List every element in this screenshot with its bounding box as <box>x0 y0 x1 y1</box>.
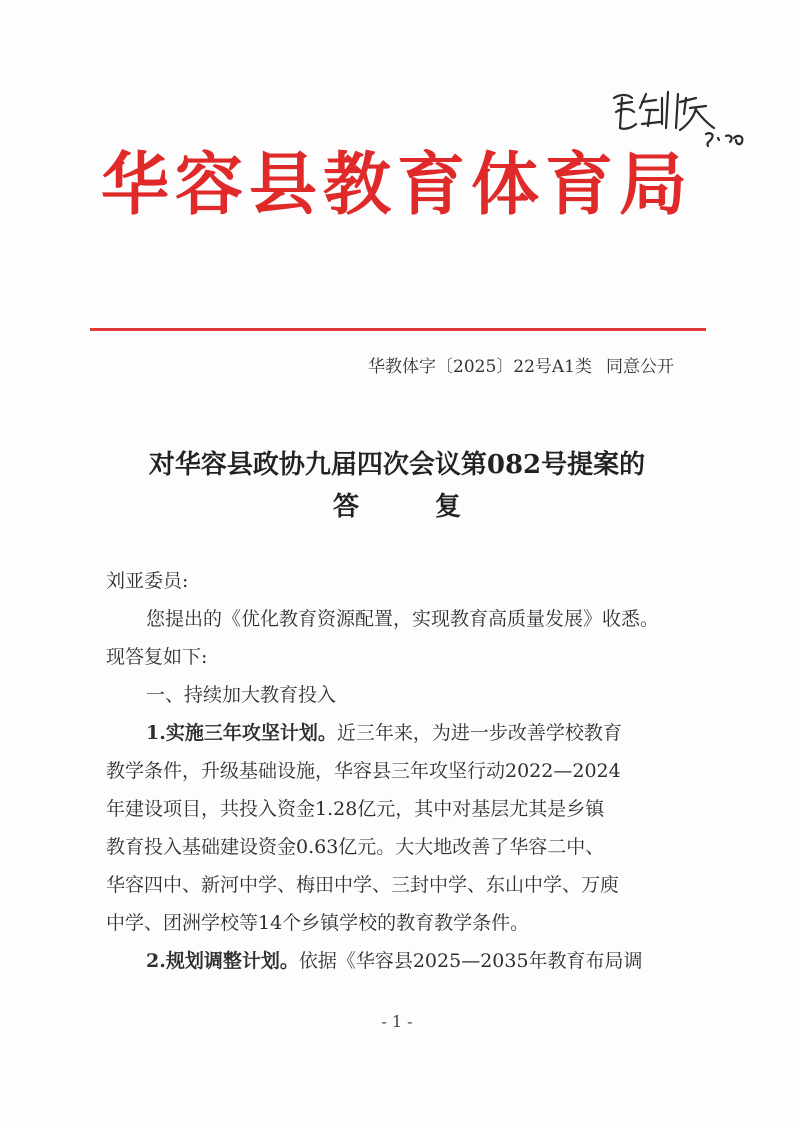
item1-label: 1.实施三年攻坚计划。 <box>146 722 337 744</box>
section-heading-1: 一、持续加大教育投入 <box>146 684 337 706</box>
intro-paragraph-line2: 现答复如下: <box>106 646 208 668</box>
item1-line6: 中学、团洲学校等14个乡镇学校的教育教学条件。 <box>106 912 530 934</box>
handwritten-signature <box>606 84 756 154</box>
reply-title-line1: 对华容县政协九届四次会议第082号提案的 <box>148 450 646 480</box>
item1-line2: 教学条件，升级基础设施，华容县三年攻坚行动2022—2024 <box>106 760 621 782</box>
salutation: 刘亚委员: <box>106 570 189 592</box>
red-header-divider <box>90 328 706 331</box>
document-number-line <box>368 352 674 377</box>
page-number: - 1 - <box>381 1012 413 1031</box>
item1-line4: 教育投入基础建设资金0.63亿元。大大地改善了华容二中、 <box>106 836 605 858</box>
document-number: 华教体字〔2025〕22号A1类 <box>368 357 592 377</box>
disclosure-status: 同意公开 <box>606 357 674 377</box>
intro-paragraph-line1: 您提出的《优化教育资源配置，实现教育高质量发展》收悉。 <box>146 608 660 630</box>
issuing-organization-name: 华容县教育体育局 <box>100 146 693 225</box>
item2-label: 2.规划调整计划。 <box>146 950 299 972</box>
item1-first-line-text: 近三年来，为进一步改善学校教育 <box>336 722 622 744</box>
item2-first-line-text: 依据《华容县2025—2035年教育布局调 <box>298 950 643 972</box>
item1-first-line <box>146 718 692 745</box>
signature-drawing <box>606 84 756 154</box>
reply-title-line2: 答复 <box>332 492 537 522</box>
item2-first-line <box>146 946 692 973</box>
item1-line3: 年建设项目，共投入资金1.28亿元，其中对基层尤其是乡镇 <box>106 798 605 820</box>
item1-line5: 华容四中、新河中学、梅田中学、三封中学、东山中学、万庾 <box>106 874 620 896</box>
